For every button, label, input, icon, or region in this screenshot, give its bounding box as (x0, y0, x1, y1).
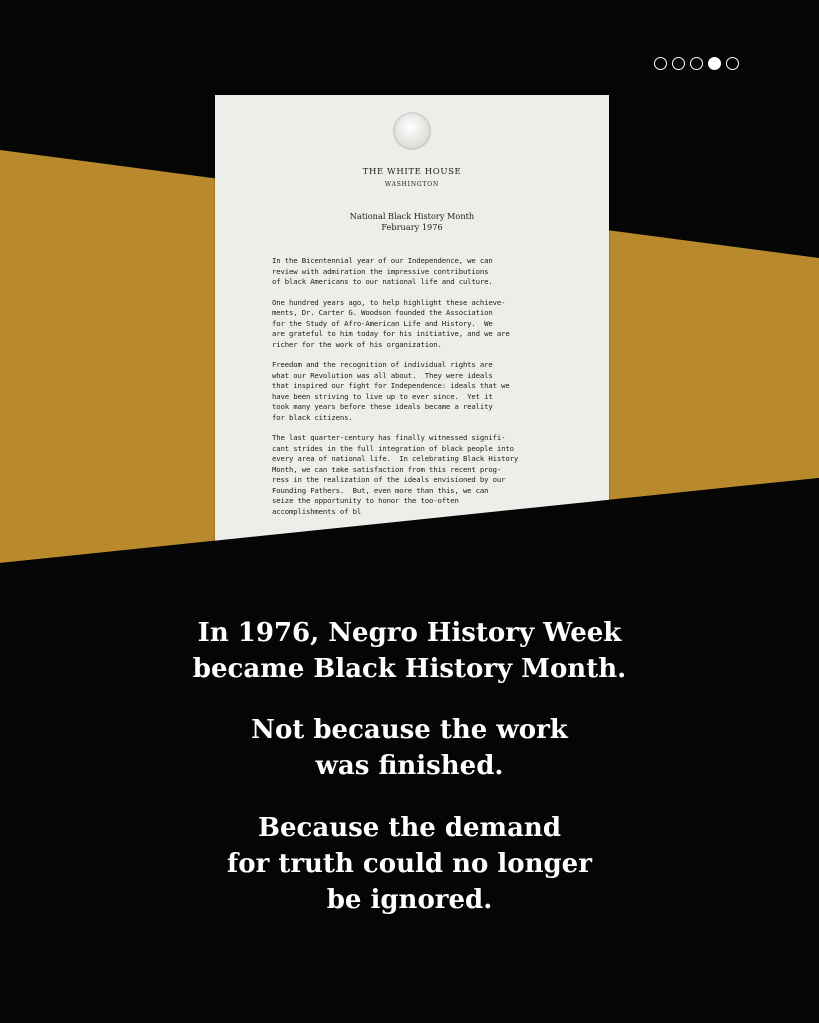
letter-line: have been striving to live up to ever since. Yet it (272, 391, 493, 401)
letter-line: review with admiration the impressive contributions (272, 266, 489, 276)
letter-line: One hundred years ago, to help highlight these achieve- (272, 297, 506, 307)
letter-title: National Black History Month (349, 211, 475, 221)
letterhead-title: THE WHITE HOUSE (362, 167, 462, 177)
caption-statement-2 (0, 712, 819, 784)
letterhead-location: WASHINGTON (384, 181, 440, 188)
caption-line: Not because the work (251, 715, 568, 745)
letter-line: every area of national life. In celebrating Black History (272, 454, 519, 463)
letter-line: cant strides in the full integration of black people into (272, 443, 514, 453)
caption-statement-3 (0, 810, 819, 918)
caption-line: In 1976, Negro History Week (197, 618, 622, 648)
letter-line: that inspired our fight for Independence: ideals that we (272, 381, 510, 390)
letter-line: accomplishments of bl (272, 506, 362, 516)
caption-line: for truth could no longer (227, 849, 592, 879)
letter-line: seize the opportunity to honor the too-often (272, 496, 459, 505)
letter-line: took many years before these ideals became a reality (272, 402, 493, 411)
caption-statement-1 (0, 615, 819, 687)
letter-date: February 1976 (381, 222, 443, 232)
letter-line: The last quarter-century has finally witnessed signifi- (272, 433, 506, 442)
letter-line: ress in the realization of the ideals envisioned by our (272, 475, 506, 484)
letter-line: richer for the work of his organization. (272, 339, 442, 349)
caption-line: be ignored. (326, 885, 493, 915)
caption-line: became Black History Month. (192, 654, 627, 684)
letter-line: are grateful to him today for his initiative, and we are (272, 329, 510, 338)
caption-line: was finished. (315, 751, 504, 781)
letter-line: Freedom and the recognition of individual rights are (272, 360, 493, 369)
letter-line: for the Study of Afro-American Life and History. We (272, 318, 493, 328)
letter-line: ments, Dr. Carter G. Woodson founded the Association (272, 308, 493, 317)
letter-line: Founding Fathers. But, even more than this, we can (272, 485, 489, 495)
letter-line: In the Bicentennial year of our Independence, we can (272, 256, 493, 265)
letter-line: Month, we can take satisfaction from this recent prog- (272, 464, 502, 474)
caption-line: Because the demand (258, 813, 561, 843)
letter-line: what our Revolution was all about. They were ideals (272, 370, 493, 380)
letter-line: of black Americans to our national life and culture. (272, 277, 493, 286)
letter-line: for black citizens. (272, 412, 353, 422)
